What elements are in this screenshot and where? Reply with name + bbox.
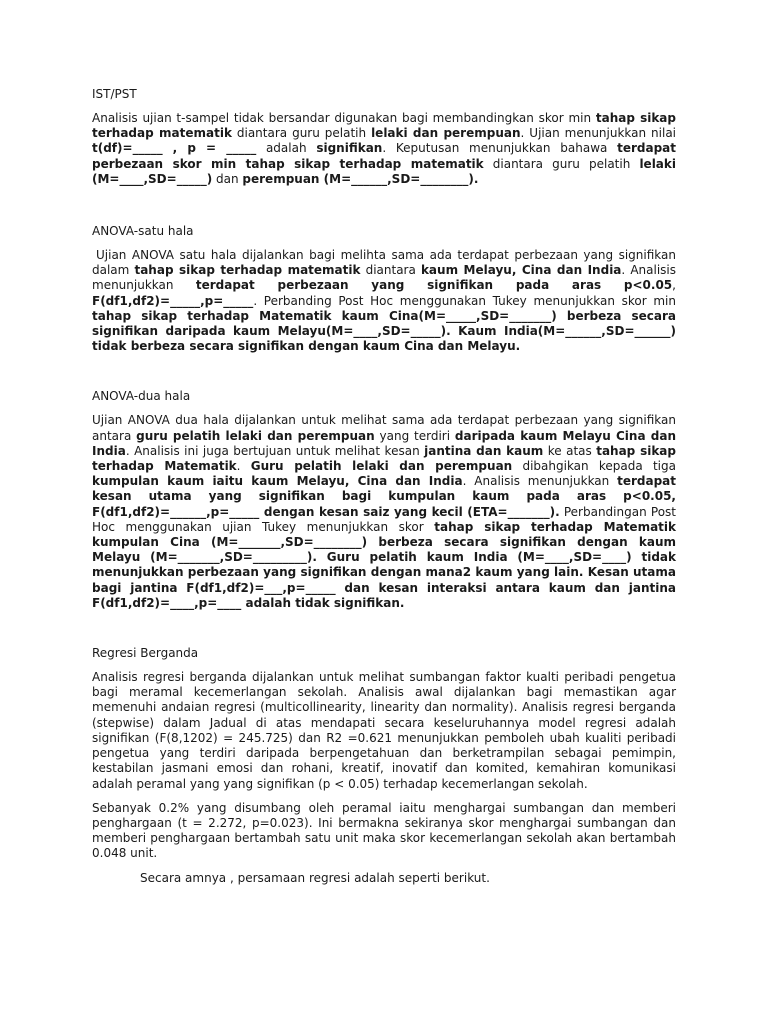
bold-text-run: terdapat perbezaan yang signifikan pada aras p<0.05 <box>195 278 673 293</box>
text-run: . Analisis menunjukkan <box>462 474 618 489</box>
regresi-paragraph-3: Secara amnya , persamaan regresi adalah seperti berikut. <box>140 870 490 885</box>
bold-text-run: lelaki (M=____,SD=_____) <box>92 156 676 186</box>
text-run: . Analisis ini juga bertujuan untuk melihat kesan <box>125 443 425 458</box>
text-run: . Analisis menunjukkan <box>92 263 677 293</box>
ist-paragraph <box>92 111 676 187</box>
bold-text-run: terdapat perbezaan skor min tahap sikap terhadap matematik <box>92 141 677 171</box>
text-run: diantara guru pelatih <box>483 156 640 171</box>
section-heading-ist: IST/PST <box>92 87 137 101</box>
text-run: dan <box>212 171 243 186</box>
bold-text-run: guru pelatih lelaki dan perempuan <box>136 428 375 443</box>
text-run: yang terdiri <box>374 428 455 443</box>
bold-text-run: tahap sikap terhadap Matematik kaum Cina(M=_____,SD=_______) berbeza secara signifikan daripada kaum Melayu(M=____,SD=_____). Kaum India(M=______,SD=______) tidak berbeza secara signifikan dengan kaum Cina dan Melayu. <box>92 308 676 354</box>
regresi-paragraph-1: Analisis regresi berganda dijalankan untuk melihat sumbangan faktor kualti peribadi pengetua bagi meramal kecemerlangan sekolah. Analisis awal dijalankan bagi memastikan agar memenuhi andaian regresi (multicollinearity, linearity dan normality). Analisis regresi berganda (stepwise) dalam Jadual di atas mendapati secara keseluruhannya model regresi adalah signifikan (F(8,1202) = 245.725) dan R2 =0.621 menunjukkan pemboleh ubah kualiti peribadi pengetua yang terdiri daripada berpengetahuan dan berketrampilan sebagai pemimpin, kestabilan jasmani emosi dan rohani, kreatif, inovatif dan komited, kemahiran komunikasi adalah peramal yang yang signifikan (p < 0.05) terhadap kecemerlangan sekolah. <box>92 670 676 791</box>
bold-text-run: jantina dan kaum <box>424 443 544 458</box>
text-run: . Ujian menunjukkan nilai <box>520 126 677 141</box>
bold-text-run: kaum Melayu, Cina dan India <box>420 263 622 278</box>
bold-text-run: tahap sikap terhadap matematik <box>92 111 676 141</box>
bold-text-run: terdapat kesan utama yang signifikan bagi kumpulan kaum pada aras p<0.05, F(df1,df2)=______,p=_____ dengan kesan saiz yang kecil (ETA=_______). <box>92 474 677 519</box>
bold-text-run: Guru pelatih lelaki dan perempuan <box>250 459 513 474</box>
bold-text-run: tahap sikap terhadap Matematik <box>92 443 676 474</box>
text-run: Perbandingan Post Hoc menggunakan ujian Tukey menunjukkan skor <box>92 504 676 534</box>
bold-text-run: lelaki dan perempuan <box>371 126 521 141</box>
bold-text-run: kumpulan kaum iaitu kaum Melayu, Cina dan India <box>92 474 463 489</box>
text-run: ke atas <box>543 443 597 458</box>
bold-text-run: t(df)=_____ , p = _____ <box>92 141 257 156</box>
text-run: Ujian ANOVA satu hala dijalankan bagi melihta sama ada terdapat perbezaan yang signifikan dalam <box>92 248 676 278</box>
section-heading-regresi: Regresi Berganda <box>92 646 199 661</box>
bold-text-run: daripada kaum Melayu Cina dan India <box>92 428 676 458</box>
text-run: diantara <box>360 263 421 278</box>
text-run: , <box>672 278 676 293</box>
regresi-paragraph-2: Sebanyak 0.2% yang disumbang oleh peramal iaitu menghargai sumbangan dan memberi penghargaan (t = 2.272, p=0.023). Ini bermakna sekiranya skor menghargai sumbangan dan memberi penghargaan bertambah satu unit maka skor kecemerlangan sekolah akan bertambah 0.048 unit. <box>92 800 676 861</box>
bold-text-run: perempuan (M=______,SD=________). <box>242 171 479 186</box>
bold-text-run: tahap sikap terhadap Matematik kumpulan Cina (M=_______,SD=________) berbeza secara signifikan dengan kaum Melayu (M=_______,SD=_________). Guru pelatih kaum India (M=____,SD=____) tidak menunjukkan perbezaan yang signifikan dengan mana2 kaum yang lain. Kesan utama bagi jantina F(df1,df2)=___,p=_____ dan kesan interaksi antara kaum dan jantina F(df1,df2)=____,p=____ adalah tidak signifikan. <box>92 519 677 610</box>
text-run: diantara guru pelatih <box>231 126 372 141</box>
bold-text-run: signifikan <box>316 141 383 156</box>
section-heading-anova-dua: ANOVA-dua hala <box>92 389 191 404</box>
bold-text-run: F(df1,df2)=_____,p=_____ <box>92 293 254 308</box>
document-page <box>92 86 676 886</box>
text-run: . Keputusan menunjukkan bahawa <box>382 141 618 156</box>
text-run: Analisis ujian t-sampel tidak bersandar digunakan bagi membandingkan skor min <box>92 111 596 125</box>
text-run: dibahgikan kepada tiga <box>512 459 676 474</box>
bold-text-run: tahap sikap terhadap matematik <box>134 263 361 278</box>
text-run: adalah <box>256 141 317 156</box>
text-run: . <box>236 459 251 474</box>
text-run: . Perbanding Post Hoc menggunakan Tukey menunjukkan skor min <box>253 293 676 308</box>
section-heading-anova-satu: ANOVA-satu hala <box>92 224 194 239</box>
anova-dua-paragraph <box>92 413 676 611</box>
anova-satu-paragraph <box>92 248 676 354</box>
text-run: Ujian ANOVA dua hala dijalankan untuk melihat sama ada terdapat perbezaan yang signifikan antara <box>92 413 676 443</box>
